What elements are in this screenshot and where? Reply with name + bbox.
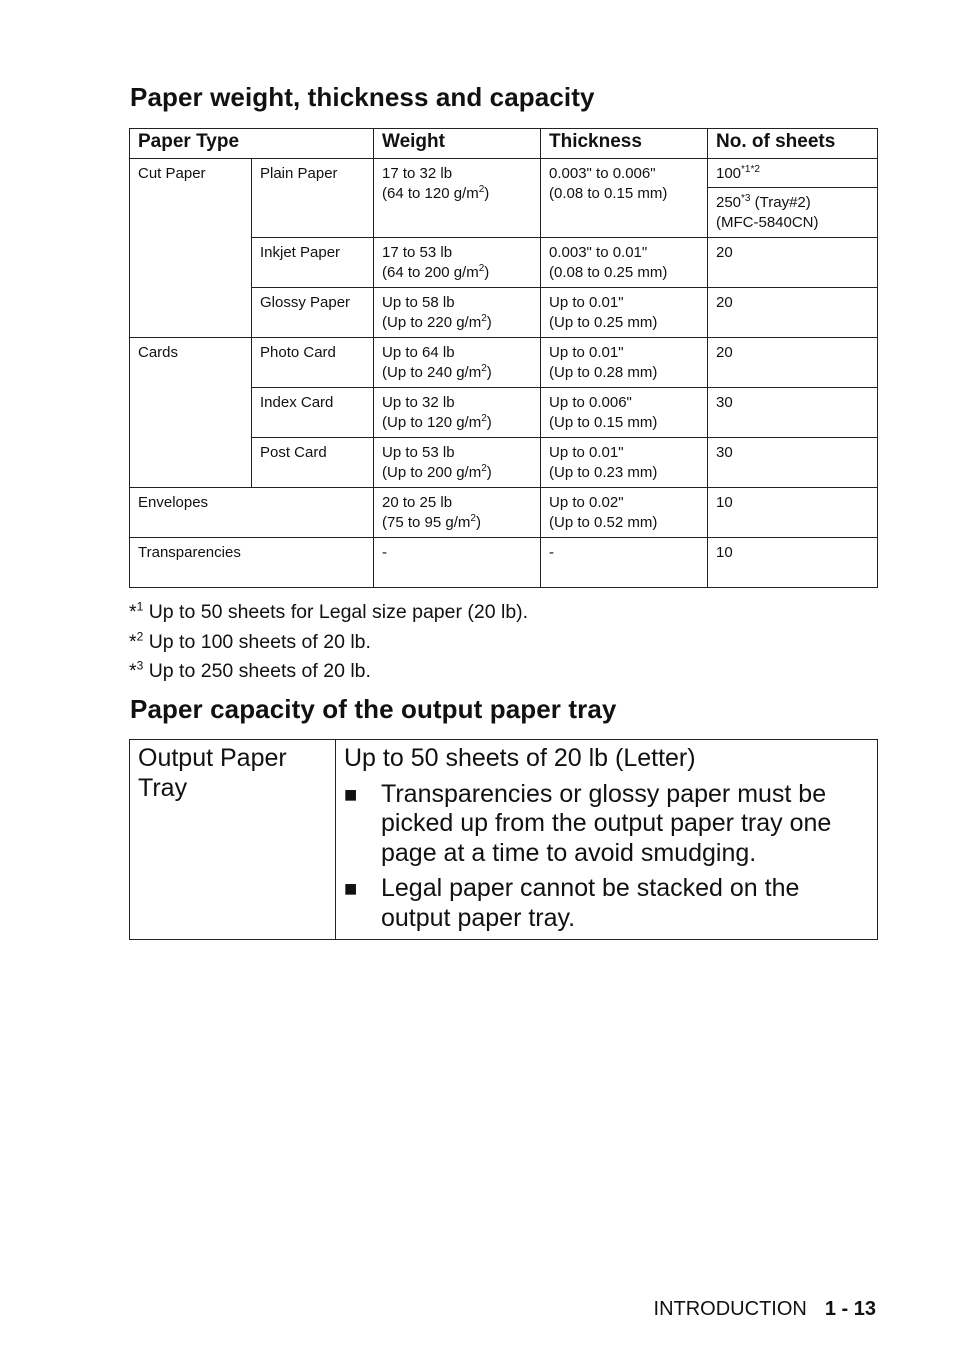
footer-section: INTRODUCTION	[653, 1298, 807, 1320]
weight-cell: -	[374, 538, 541, 588]
sheets-cell: 20	[708, 338, 878, 388]
sheets-cell: $100^{*1*2}$	[708, 159, 878, 188]
weight-cell: Up to 32 lb (Up to 120 $g/m^2$)	[374, 388, 541, 438]
weight-cell: Up to 58 lb (Up to 220 $g/m^2$)	[374, 288, 541, 338]
weight-cell: Up to 64 lb (Up to 240 $g/m^2$)	[374, 338, 541, 388]
weight-cell: 17 to 53 lb (64 to 200 $g/m^2$)	[374, 238, 541, 288]
weight-cell: 20 to 25 lb (75 to 95 $g/m^2$)	[374, 488, 541, 538]
weight-cell: Up to 53 lb (Up to 200 $g/m^2$)	[374, 438, 541, 488]
group-cell: Cut Paper	[130, 159, 252, 338]
header-paper-type: Paper Type	[130, 129, 374, 159]
weight-cell: 17 to 32 lb (64 to 120 $g/m^2$)	[374, 159, 541, 238]
bullet-text: Transparencies or glossy paper must be picked up from the output paper tray one page at a time to avoid smudging.	[381, 779, 832, 867]
paper-spec-table	[129, 128, 878, 588]
page-number: 1 - 13	[824, 1298, 876, 1320]
table-row	[130, 338, 878, 388]
table-row	[130, 740, 878, 940]
tray-capacity: Up to 50 sheets of 20 lb (Letter)	[344, 744, 696, 772]
type-cell: Photo Card	[252, 338, 374, 388]
footnote: *$^1$ Up to 50 sheets for Legal size paper (20 lb).	[129, 599, 529, 623]
sheets-cell: 30	[708, 438, 878, 488]
square-bullet-icon: ■	[344, 876, 358, 901]
thickness-cell: Up to 0.01" (Up to 0.23 mm)	[541, 438, 708, 488]
sheets-cell: 20	[708, 288, 878, 338]
thickness-cell: 0.003" to 0.01" (0.08 to 0.25 mm)	[541, 238, 708, 288]
page-footer	[654, 1298, 876, 1321]
table-row	[130, 488, 878, 538]
thickness-cell: Up to 0.01" (Up to 0.28 mm)	[541, 338, 708, 388]
bullet-text: Legal paper cannot be stacked on the output paper tray.	[381, 874, 800, 932]
bullet-item	[344, 780, 869, 869]
header-weight: Weight	[374, 129, 541, 159]
footnote: *$^3$ Up to 250 sheets of 20 lb.	[129, 658, 371, 682]
table-header-row	[130, 129, 878, 159]
table-row	[130, 538, 878, 588]
type-cell: Post Card	[252, 438, 374, 488]
thickness-cell: Up to 0.02" (Up to 0.52 mm)	[541, 488, 708, 538]
section-title: Paper weight, thickness and capacity	[130, 82, 595, 112]
type-cell: Glossy Paper	[252, 288, 374, 338]
footnotes	[129, 598, 528, 687]
sheets-cell: 30	[708, 388, 878, 438]
tray-details	[336, 740, 878, 940]
thickness-cell: 0.003" to 0.006" (0.08 to 0.15 mm)	[541, 159, 708, 238]
thickness-cell: Up to 0.01" (Up to 0.25 mm)	[541, 288, 708, 338]
type-cell: Plain Paper	[252, 159, 374, 238]
thickness-cell: -	[541, 538, 708, 588]
type-cell: Inkjet Paper	[252, 238, 374, 288]
sheets-cell: 250$^{*3}$ (Tray#2) (MFC-5840CN)	[708, 188, 878, 238]
sheets-cell: 10	[708, 488, 878, 538]
table-row	[130, 159, 878, 188]
header-thickness: Thickness	[541, 129, 708, 159]
output-tray-table	[129, 739, 878, 940]
group-cell: Envelopes	[130, 488, 374, 538]
group-cell: Transparencies	[130, 538, 374, 588]
thickness-cell: Up to 0.006" (Up to 0.15 mm)	[541, 388, 708, 438]
section-title: Paper capacity of the output paper tray	[130, 694, 617, 724]
type-cell: Index Card	[252, 388, 374, 438]
footnote: *$^2$ Up to 100 sheets of 20 lb.	[129, 629, 371, 653]
sheets-cell: 20	[708, 238, 878, 288]
header-sheets: No. of sheets	[708, 129, 878, 159]
square-bullet-icon: ■	[344, 781, 358, 807]
group-cell: Cards	[130, 338, 252, 488]
tray-label: Output Paper Tray	[130, 740, 336, 940]
sheets-cell: 10	[708, 538, 878, 588]
bullet-item	[344, 874, 869, 933]
